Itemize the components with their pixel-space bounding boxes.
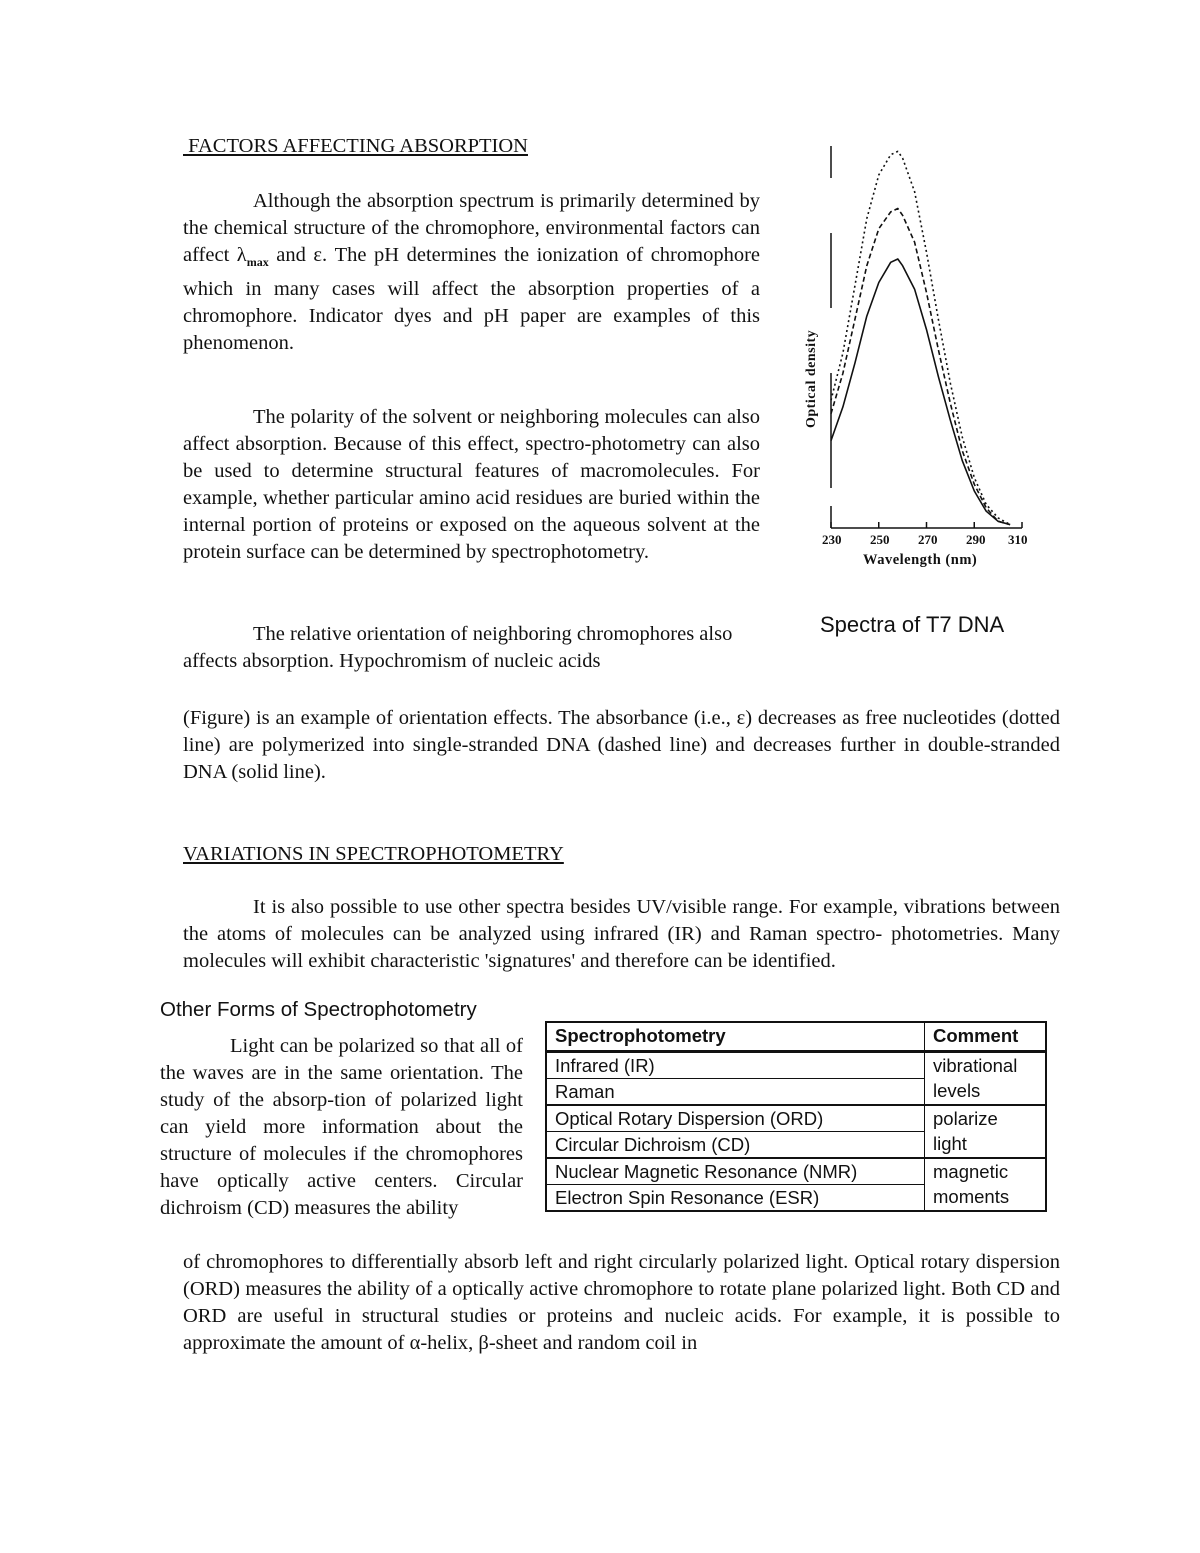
series-line-solid <box>831 259 1010 525</box>
figure-caption: Spectra of T7 DNA <box>820 612 1005 637</box>
table-cell-method: Optical Rotary Dispersion (ORD) <box>546 1105 925 1132</box>
comment-line: vibrational <box>933 1055 1018 1076</box>
table-cell-method: Infrared (IR) <box>546 1052 925 1079</box>
x-tick-label: 270 <box>918 532 938 547</box>
paragraph-other-spectra: It is also possible to use other spectra besides UV/visible range. For example, vibrations between the atoms of molecules can be analyzed using infrared (IR) and Raman spectro- photometries. Many molecules will exhibit characteristic 'signatures' and therefore can be identified. <box>183 896 1060 972</box>
x-tick-label: 290 <box>966 532 986 547</box>
table-row <box>546 1105 1046 1132</box>
paragraph-polarized-light: Light can be polarized so that all of the waves are in the same orientation. The study of the absorp-tion of polarized light can yield more information about the structure of molecules if the chromophores have optically active centers. Circular dichroism (CD) measures the ability <box>160 1035 523 1219</box>
paragraph-environment-factors <box>183 188 760 357</box>
section-heading-factors: FACTORS AFFECTING ABSORPTION <box>183 135 528 157</box>
comment-line: levels <box>933 1080 981 1101</box>
x-tick-label: 310 <box>1008 532 1028 547</box>
table-header-comment: Comment <box>925 1022 1047 1052</box>
table-cell-method: Electron Spin Resonance (ESR) <box>546 1185 925 1212</box>
series-line-dashed <box>831 209 1010 525</box>
table-row <box>546 1052 1046 1079</box>
lambda-subscript: max <box>246 255 269 270</box>
section-heading-variations: VARIATIONS IN SPECTROPHOTOMETRY <box>183 843 564 865</box>
paragraph-text: Although the absorption spectrum is primarily determined by the chemical structure of the chromophore, environmental factors can affect <box>183 190 760 266</box>
paragraph-hypochromism: (Figure) is an example of orientation effects. The absorbance (i.e., ε) decreases as free nucleotides (dotted line) are polymerized into single-stranded DNA (dashed line) and decreases further in double-stranded DNA (solid line). <box>183 707 1060 783</box>
y-axis-label: Optical density <box>804 329 819 428</box>
spectrophotometry-table <box>545 1021 1047 1212</box>
comment-line: light <box>933 1133 967 1154</box>
x-tick-label: 230 <box>822 532 842 547</box>
table-header-spectrophotometry: Spectrophotometry <box>546 1022 925 1052</box>
paragraph-text: -sheet and random coil in <box>488 1332 698 1354</box>
x-axis-label: Wavelength (nm) <box>863 552 978 568</box>
paragraph-text: of chromophores to differentially absorb left and right circularly polarized light. Optical rotary dispersion (ORD) measures the ability of a optically active chromophore to rotate plane polarized light. Both CD and ORD are useful in structural studies or proteins and nucleic acids. For example, it is possible to approximate the amount of <box>183 1251 1060 1354</box>
t7-dna-spectra-figure <box>800 138 1040 578</box>
paragraph-cd-ord <box>183 1249 1060 1357</box>
lambda-symbol: λ <box>236 244 247 266</box>
comment-line: magnetic <box>933 1161 1009 1182</box>
paragraph-text: -helix, <box>420 1332 479 1354</box>
x-tick-label: 250 <box>870 532 890 547</box>
table-header-row <box>546 1022 1046 1052</box>
series-line-dotted <box>831 151 1010 524</box>
spectra-chart <box>800 138 1040 578</box>
beta-symbol: β <box>478 1332 489 1354</box>
table-cell-method: Circular Dichroism (CD) <box>546 1132 925 1159</box>
paragraph-orientation: The relative orientation of neighboring chromophores also affects absorption. Hypochromism of nucleic acids <box>183 623 733 672</box>
paragraph-solvent-polarity: The polarity of the solvent or neighboring molecules can also affect absorption. Because of this effect, spectro-photometry can also be used to determine structural features of macromolecules. For example, whether particular amino acid residues are buried within the internal portion of proteins or exposed on the aqueous solvent at the protein surface can be determined by spectrophotometry. <box>183 406 760 563</box>
table-cell-method: Raman <box>546 1079 925 1106</box>
comment-line: polarize <box>933 1108 998 1129</box>
paragraph-text: and ε. The pH determines the ionization of chromophore which in many cases will affect the absorption properties of a chromophore. Indicator dyes and pH paper are examples of this phenomenon. <box>183 244 760 355</box>
table-cell-comment <box>925 1052 1047 1106</box>
table-cell-method: Nuclear Magnetic Resonance (NMR) <box>546 1158 925 1185</box>
table-cell-comment <box>925 1105 1047 1158</box>
subheading-other-forms: Other Forms of Spectrophotometry <box>160 998 477 1021</box>
table-cell-comment <box>925 1158 1047 1211</box>
comment-line: moments <box>933 1186 1010 1207</box>
table-row <box>546 1158 1046 1185</box>
alpha-symbol: α <box>409 1332 421 1354</box>
